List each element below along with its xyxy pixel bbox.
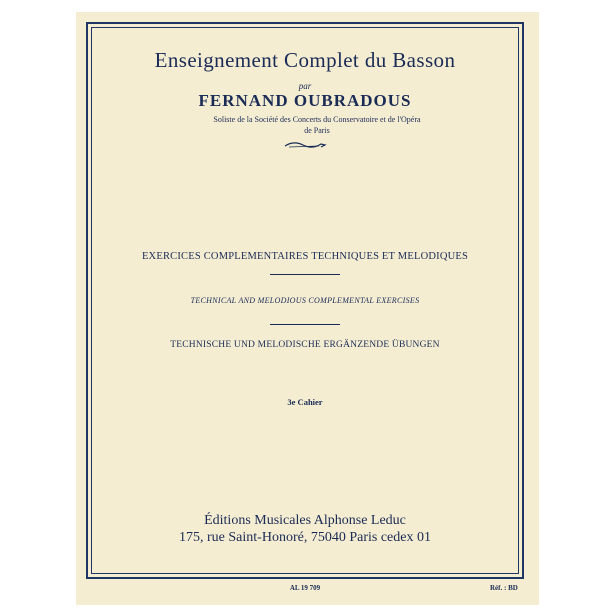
flourish-ornament-icon <box>283 140 327 150</box>
volume-label: 3e Cahier <box>287 397 323 407</box>
author-subtitle: Soliste de la Société des Concerts du Conservatoire et de l'Opéra de Paris <box>213 115 421 135</box>
author-name: FERNAND OUBRADOUS <box>198 91 412 110</box>
title-french: EXERCICES COMPLEMENTAIRES TECHNIQUES ET MELODIQUES <box>141 251 469 262</box>
title-english: TECHNICAL AND MELODIOUS COMPLEMENTAL EXERCISES <box>190 296 420 305</box>
title-german: TECHNISCHE UND MELODISCHE ERGÄNZENDE ÜBUNGEN <box>170 340 440 350</box>
publisher-name: Éditions Musicales Alphonse Leduc <box>204 513 406 528</box>
catalog-number: AL 19 709 <box>289 584 321 592</box>
reference-code: Réf. : BD <box>490 584 518 592</box>
book-title: Enseignement Complet du Basson <box>154 48 456 72</box>
by-label: par <box>298 81 312 91</box>
publisher-address: 175, rue Saint-Honoré, 75040 Paris cedex 01 <box>179 530 431 545</box>
divider <box>270 324 340 325</box>
divider <box>270 274 340 275</box>
